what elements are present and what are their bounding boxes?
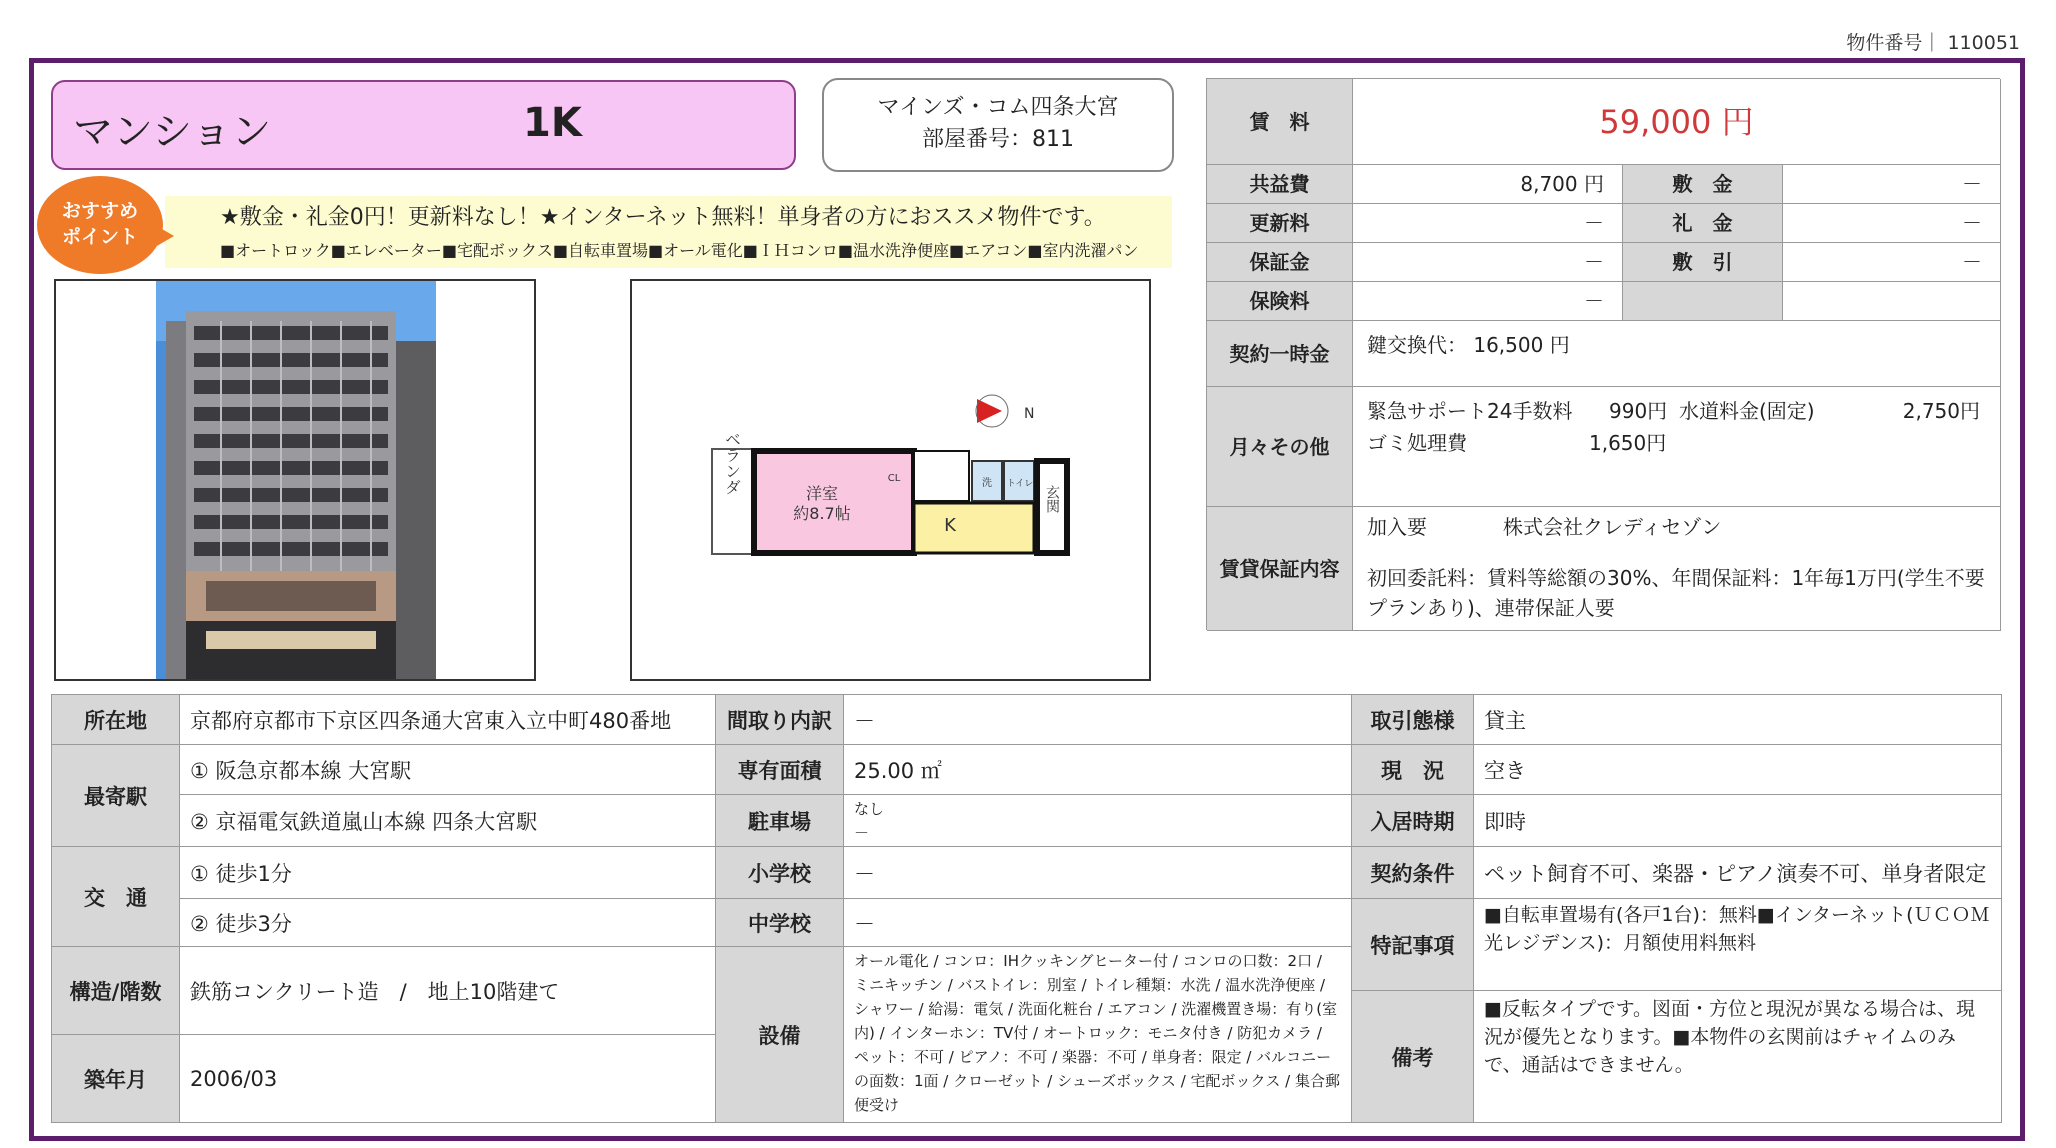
parking-value-2: － <box>854 823 870 842</box>
built-value: 2006/03 <box>180 1035 716 1123</box>
transaction-label: 取引態様 <box>1352 695 1474 745</box>
special-value: ■自転車置場有(各戸1台)：無料■インターネット(ＵＣＯＭ光レジデンス)：月額使用料無料 <box>1474 899 2002 991</box>
building-name: マインズ・コム四条大宮 <box>877 95 1119 120</box>
elementary-label: 小学校 <box>716 847 844 899</box>
special-label: 特記事項 <box>1352 899 1474 991</box>
guarantor-cell <box>1353 507 2001 631</box>
structure-label: 構造/階数 <box>52 947 180 1035</box>
deduction-label: 敷 引 <box>1623 243 1783 282</box>
deduction-value: － <box>1783 243 2001 282</box>
guarantee-money-value: － <box>1353 243 1623 282</box>
renewal-fee-label: 更新料 <box>1207 204 1353 243</box>
recommend-band <box>165 196 1172 268</box>
conditions-value: ペット飼育不可、楽器・ピアノ演奏不可、単身者限定 <box>1474 847 2002 899</box>
fp-kitchen: K <box>944 515 956 536</box>
junior-label: 中学校 <box>716 899 844 947</box>
recommend-badge-line1: おすすめ <box>61 200 139 222</box>
transaction-value: 貸主 <box>1474 695 2002 745</box>
access-1: ① 徒歩1分 <box>180 847 716 899</box>
area-label: 専有面積 <box>716 745 844 795</box>
fp-veranda: ベランダ <box>722 431 742 495</box>
rent-value: 59,000 円 <box>1353 79 2001 165</box>
monthly-item2-value: 2,750円 <box>1902 399 1980 423</box>
parking-cell <box>844 795 1352 847</box>
common-fee-value: 8,700 円 <box>1353 165 1623 204</box>
fp-toilet: トイレ <box>1006 479 1034 489</box>
access-2: ② 徒歩3分 <box>180 899 716 947</box>
monthly-item3-value: 1,650円 <box>1589 431 1667 455</box>
recommend-badge <box>37 176 163 274</box>
monthly-item1-name: 緊急サポート24手数料 <box>1367 399 1573 423</box>
layout-detail-label: 間取り内訳 <box>716 695 844 745</box>
move-in-label: 入居時期 <box>1352 795 1474 847</box>
room-number: 部屋番号：811 <box>922 127 1074 152</box>
property-number: 物件番号｜ 110051 <box>1846 32 2020 54</box>
access-label: 交 通 <box>52 847 180 947</box>
empty-label-cell <box>1623 282 1783 321</box>
junior-value: － <box>844 899 1352 947</box>
monthly-other-label: 月々その他 <box>1207 387 1353 507</box>
building-type: マンション <box>73 109 272 155</box>
onetime-fee-label: 契約一時金 <box>1207 321 1353 387</box>
guarantor-label: 賃貸保証内容 <box>1207 507 1353 631</box>
station-2: ② 京福電気鉄道嵐山本線 四条大宮駅 <box>180 795 716 847</box>
equipment-value: オール電化 / コンロ：IHクッキングヒーター付 / コンロの口数：2口 / ミニキッチン / バストイレ：別室 / トイレ種類：水洗 / 温水洗浄便座 / シャワー / 給湯：電気 / 洗面化粧台 / エアコン / 洗濯機置き場：有り(室内) / インターホン：TV付 / オートロック：モニタ付き / 防犯カメラ / ペット：不可 / ピアノ：不可 / 楽器：不可 / 単身者：限定 / バルコニーの面数：1面 / クローゼット / シューズボックス / 宅配ボックス / 集合郵便受け <box>844 947 1352 1123</box>
layout-type: 1K <box>523 100 582 146</box>
move-in-value: 即時 <box>1474 795 2002 847</box>
fp-closet: CL <box>887 473 901 484</box>
remarks-value: ■反転タイプです。図面・方位と現況が異なる場合は、現況が優先となります。■本物件の玄関前はチャイムのみで、通話はできません。 <box>1474 991 2002 1123</box>
key-money-label: 礼 金 <box>1623 204 1783 243</box>
guarantee-money-label: 保証金 <box>1207 243 1353 282</box>
parking-label: 駐車場 <box>716 795 844 847</box>
fp-entrance: 玄関 <box>1044 485 1060 513</box>
status-value: 空き <box>1474 745 2002 795</box>
conditions-label: 契約条件 <box>1352 847 1474 899</box>
fp-wash: 洗 <box>982 478 992 489</box>
station-label: 最寄駅 <box>52 745 180 847</box>
features-line: ■オートロック■エレベーター■宅配ボックス■自転車置場■オール電化■ＩＨコンロ■温水洗浄便座■エアコン■室内洗濯パン <box>220 241 1139 260</box>
layout-detail-value: － <box>844 695 1352 745</box>
floor-plan <box>630 279 1151 681</box>
recommend-text: ★敷金・礼金0円！更新料なし！★インターネット無料！単身者の方におススメ物件です。 <box>220 205 1106 230</box>
station-1: ① 阪急京都本線 大宮駅 <box>180 745 716 795</box>
floor-plan-drawing <box>632 281 1149 679</box>
fp-room-name: 洋室 <box>805 484 839 503</box>
insurance-value: － <box>1353 282 1623 321</box>
building-type-box <box>51 80 796 170</box>
deposit-value: － <box>1783 165 2001 204</box>
structure-value: 鉄筋コンクリート造 / 地上10階建て <box>180 947 716 1035</box>
monthly-item3-name: ゴミ処理費 <box>1367 431 1467 455</box>
guarantor-detail: 初回委託料：賃料等総額の30%、年間保証料：1年毎1万円(学生不要プランあり)、連帯保証人要 <box>1367 566 1985 620</box>
fp-compass: N <box>1024 406 1035 422</box>
deposit-label: 敷 金 <box>1623 165 1783 204</box>
guarantor-company: 株式会社クレディセゾン <box>1503 515 1722 539</box>
monthly-item2-name: 水道料金(固定) <box>1679 399 1815 423</box>
address-value: 京都府京都市下京区四条通大宮東入立中町480番地 <box>180 695 716 745</box>
recommend-badge-line2: ポイント <box>61 226 138 248</box>
insurance-label: 保険料 <box>1207 282 1353 321</box>
empty-value-cell <box>1783 282 2001 321</box>
guarantor-required: 加入要 <box>1367 515 1427 539</box>
property-info-table <box>51 694 2002 1123</box>
renewal-fee-value: － <box>1353 204 1623 243</box>
fp-room-size: 約8.7帖 <box>793 504 851 523</box>
built-label: 築年月 <box>52 1035 180 1123</box>
common-fee-label: 共益費 <box>1207 165 1353 204</box>
area-value: 25.00 ㎡ <box>844 745 1352 795</box>
remarks-label: 備考 <box>1352 991 1474 1123</box>
equipment-label: 設備 <box>716 947 844 1123</box>
fee-panel <box>1206 78 2000 630</box>
building-illustration <box>56 281 534 679</box>
key-money-value: － <box>1783 204 2001 243</box>
status-label: 現 況 <box>1352 745 1474 795</box>
onetime-fee-value: 鍵交換代： 16,500 円 <box>1353 321 2001 387</box>
monthly-item1-value: 990円 <box>1609 399 1668 423</box>
building-name-box <box>822 78 1174 172</box>
building-photo <box>54 279 536 681</box>
elementary-value: － <box>844 847 1352 899</box>
address-label: 所在地 <box>52 695 180 745</box>
rent-label: 賃 料 <box>1207 79 1353 165</box>
parking-value-1: なし <box>854 799 885 818</box>
monthly-other-cell <box>1353 387 2001 507</box>
